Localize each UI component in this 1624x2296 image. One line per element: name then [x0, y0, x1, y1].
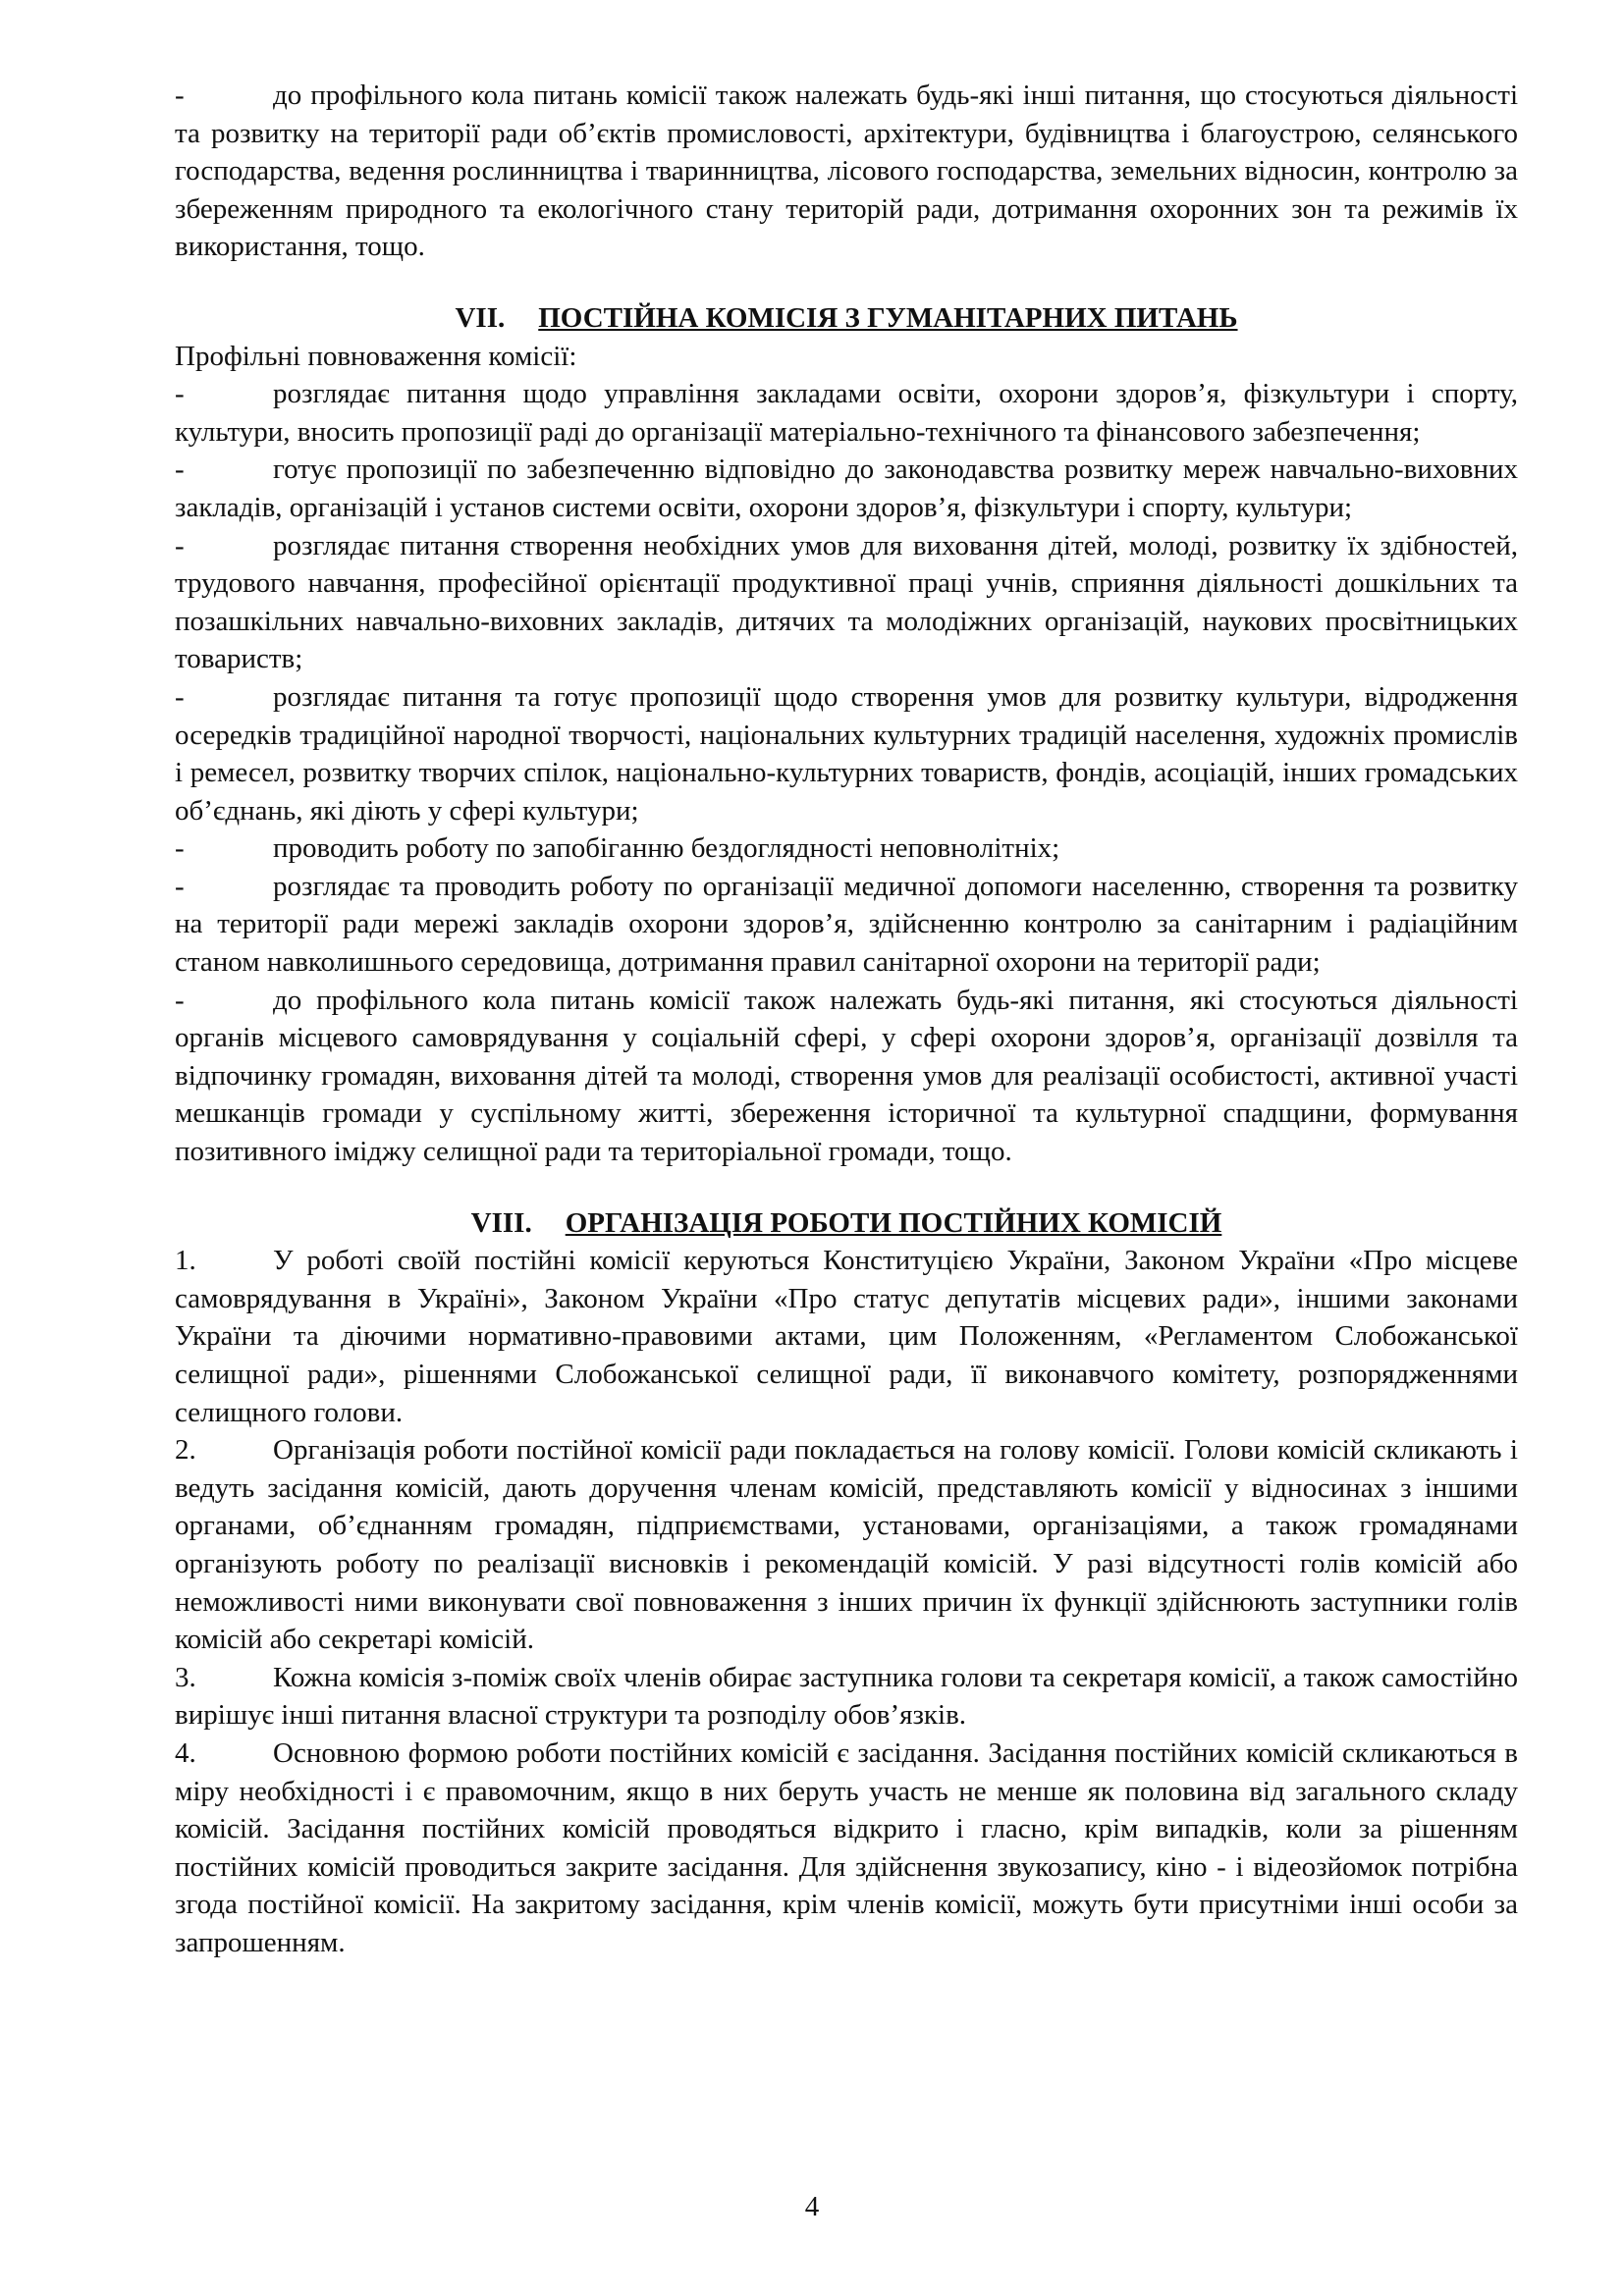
list-marker: -	[175, 529, 185, 561]
section-heading	[175, 1204, 1518, 1243]
numbered-item-text: Організація роботи постійної комісії ради покладається на голову комісії. Голови комісій скликають і ведуть засідання комісій, дають доручення членам комісій, представляють комісії у відносинах з іншими органами, об’єднанням громадян, підприємствами, установами, організаціями, а також громадянами організують роботу по реалізації висновків і рекомендацій комісій. У разі відсутності голів комісій або неможливості ними виконувати свої повноваження з інших причин їх функції здійснюють заступники голів комісій або секретарі комісій.	[175, 1434, 1518, 1656]
section-intro: Профільні повноваження комісії:	[175, 340, 577, 372]
list-item	[175, 77, 1518, 266]
list-item	[175, 678, 1518, 829]
list-item	[175, 527, 1518, 678]
list-marker: -	[175, 378, 185, 410]
item-number: 4.	[175, 1736, 196, 1769]
numbered-item	[175, 1431, 1518, 1659]
list-item-text: розглядає питання щодо управління закладами освіти, охорони здоров’я, фізкультури і спорту, культури, вносить пропозиції раді до організації матеріально-технічного та фінансового забезпечення;	[175, 378, 1518, 448]
section-heading	[175, 299, 1518, 338]
list-item	[175, 375, 1518, 451]
list-item	[175, 451, 1518, 526]
numbered-item	[175, 1242, 1518, 1431]
item-number: 1.	[175, 1245, 196, 1277]
list-item-text: проводить роботу по запобіганню бездоглядності неповнолітніх;	[273, 832, 1060, 865]
page-number: 4	[804, 2191, 820, 2222]
section-number: VIII.	[470, 1206, 532, 1239]
section-title: ОРГАНІЗАЦІЯ РОБОТИ ПОСТІЙНИХ КОМІСІЙ	[565, 1206, 1222, 1239]
list-item-text: до профільного кола питань комісії також належать будь-які інші питання, що стосуються діяльності та розвитку на території ради об’єктів промисловості, архітектури, будівництва і благоустрою, селянського господарства, ведення рослинництва і тваринництва, лісового господарства, земельних відносин, контролю за збереженням природного та екологічного стану територій ради, дотримання охоронних зон та режимів їх використання, тощо.	[175, 80, 1518, 263]
list-marker: -	[175, 80, 185, 111]
list-item	[175, 868, 1518, 982]
list-marker: -	[175, 984, 185, 1016]
item-number: 3.	[175, 1661, 196, 1693]
numbered-item-text: Основною формою роботи постійних комісій є засідання. Засідання постійних комісій скликаються в міру необхідності і є правомочним, якщо в них беруть участь не менше як половина від загального складу комісій. Засідання постійних комісій проводяться відкрито і гласно, крім випадків, коли за рішенням постійних комісій проводиться закрите засідання. Для здійснення звукозапису, кіно - і відеозйомок потрібна згода постійної комісії. На закритому засідання, крім членів комісії, можуть бути присутніми інші особи за запрошенням.	[175, 1736, 1518, 1958]
section-7-list	[175, 375, 1518, 1170]
list-item	[175, 982, 1518, 1171]
list-item	[175, 829, 1518, 868]
list-item-text: розглядає та проводить роботу по організації медичної допомоги населенню, створення та розвитку на території ради мережі закладів охорони здоров’я, здійсненню контролю за санітарним і радіаційним станом навколишнього середовища, дотримання правил санітарної охорони на території ради;	[175, 870, 1518, 979]
section-title: ПОСТІЙНА КОМІСІЯ З ГУМАНІТАРНИХ ПИТАНЬ	[538, 301, 1238, 334]
list-item-text: розглядає питання створення необхідних умов для виховання дітей, молоді, розвитку їх здібностей, трудового навчання, професійної орієнтації продуктивної праці учнів, сприяння діяльності дошкільних та позашкільних навчально-виховних закладів, дитячих та молодіжних організацій, наукових просвітницьких товариств;	[175, 529, 1518, 675]
numbered-item	[175, 1735, 1518, 1962]
list-item-text: розглядає питання та готує пропозиції щодо створення умов для розвитку культури, відродження осередків традиційної народної творчості, національних культурних традицій населення, художніх промислів і ремесел, розвитку творчих спілок, національно-культурних товариств, фондів, асоціацій, інших громадських об’єднань, які діють у сфері культури;	[175, 680, 1518, 827]
list-item-text: готує пропозиції по забезпеченню відповідно до законодавства розвитку мереж навчально-виховних закладів, організацій і установ системи освіти, охорони здоров’я, фізкультури і спорту, культури;	[175, 454, 1518, 523]
numbered-item-text: У роботі своїй постійні комісії керуються Конституцією України, Законом України «Про місцеве самоврядування в Україні», Законом України «Про статус депутатів місцевих ради», іншими законами України та діючими нормативно-правовими актами, цим Положенням, «Регламентом Слобожанської селищної ради», рішеннями Слобожанської селищної ради, її виконавчого комітету, розпорядженнями селищного голови.	[175, 1245, 1518, 1428]
section-number: VII.	[455, 301, 506, 334]
section-8-list	[175, 1242, 1518, 1961]
item-number: 2.	[175, 1434, 196, 1467]
list-marker: -	[175, 832, 185, 865]
list-marker: -	[175, 454, 185, 486]
document-page	[175, 77, 1518, 1962]
list-marker: -	[175, 870, 185, 902]
list-marker: -	[175, 680, 185, 713]
numbered-item	[175, 1659, 1518, 1735]
list-item-text: до профільного кола питань комісії також належать будь-які питання, які стосуються діяльності органів місцевого самоврядування у соціальній сфері, у сфері охорони здоров’я, організації дозвілля та відпочинку громадян, виховання дітей та молоді, створення умов для реалізації особистості, активної участі мешканців громади у суспільному житті, збереження історичної та культурної спадщини, формування позитивного іміджу селищної ради та територіальної громади, тощо.	[175, 984, 1518, 1168]
numbered-item-text: Кожна комісія з-поміж своїх членів обирає заступника голови та секретаря комісії, а також самостійно вирішує інші питання власної структури та розподілу обов’язків.	[175, 1661, 1518, 1732]
